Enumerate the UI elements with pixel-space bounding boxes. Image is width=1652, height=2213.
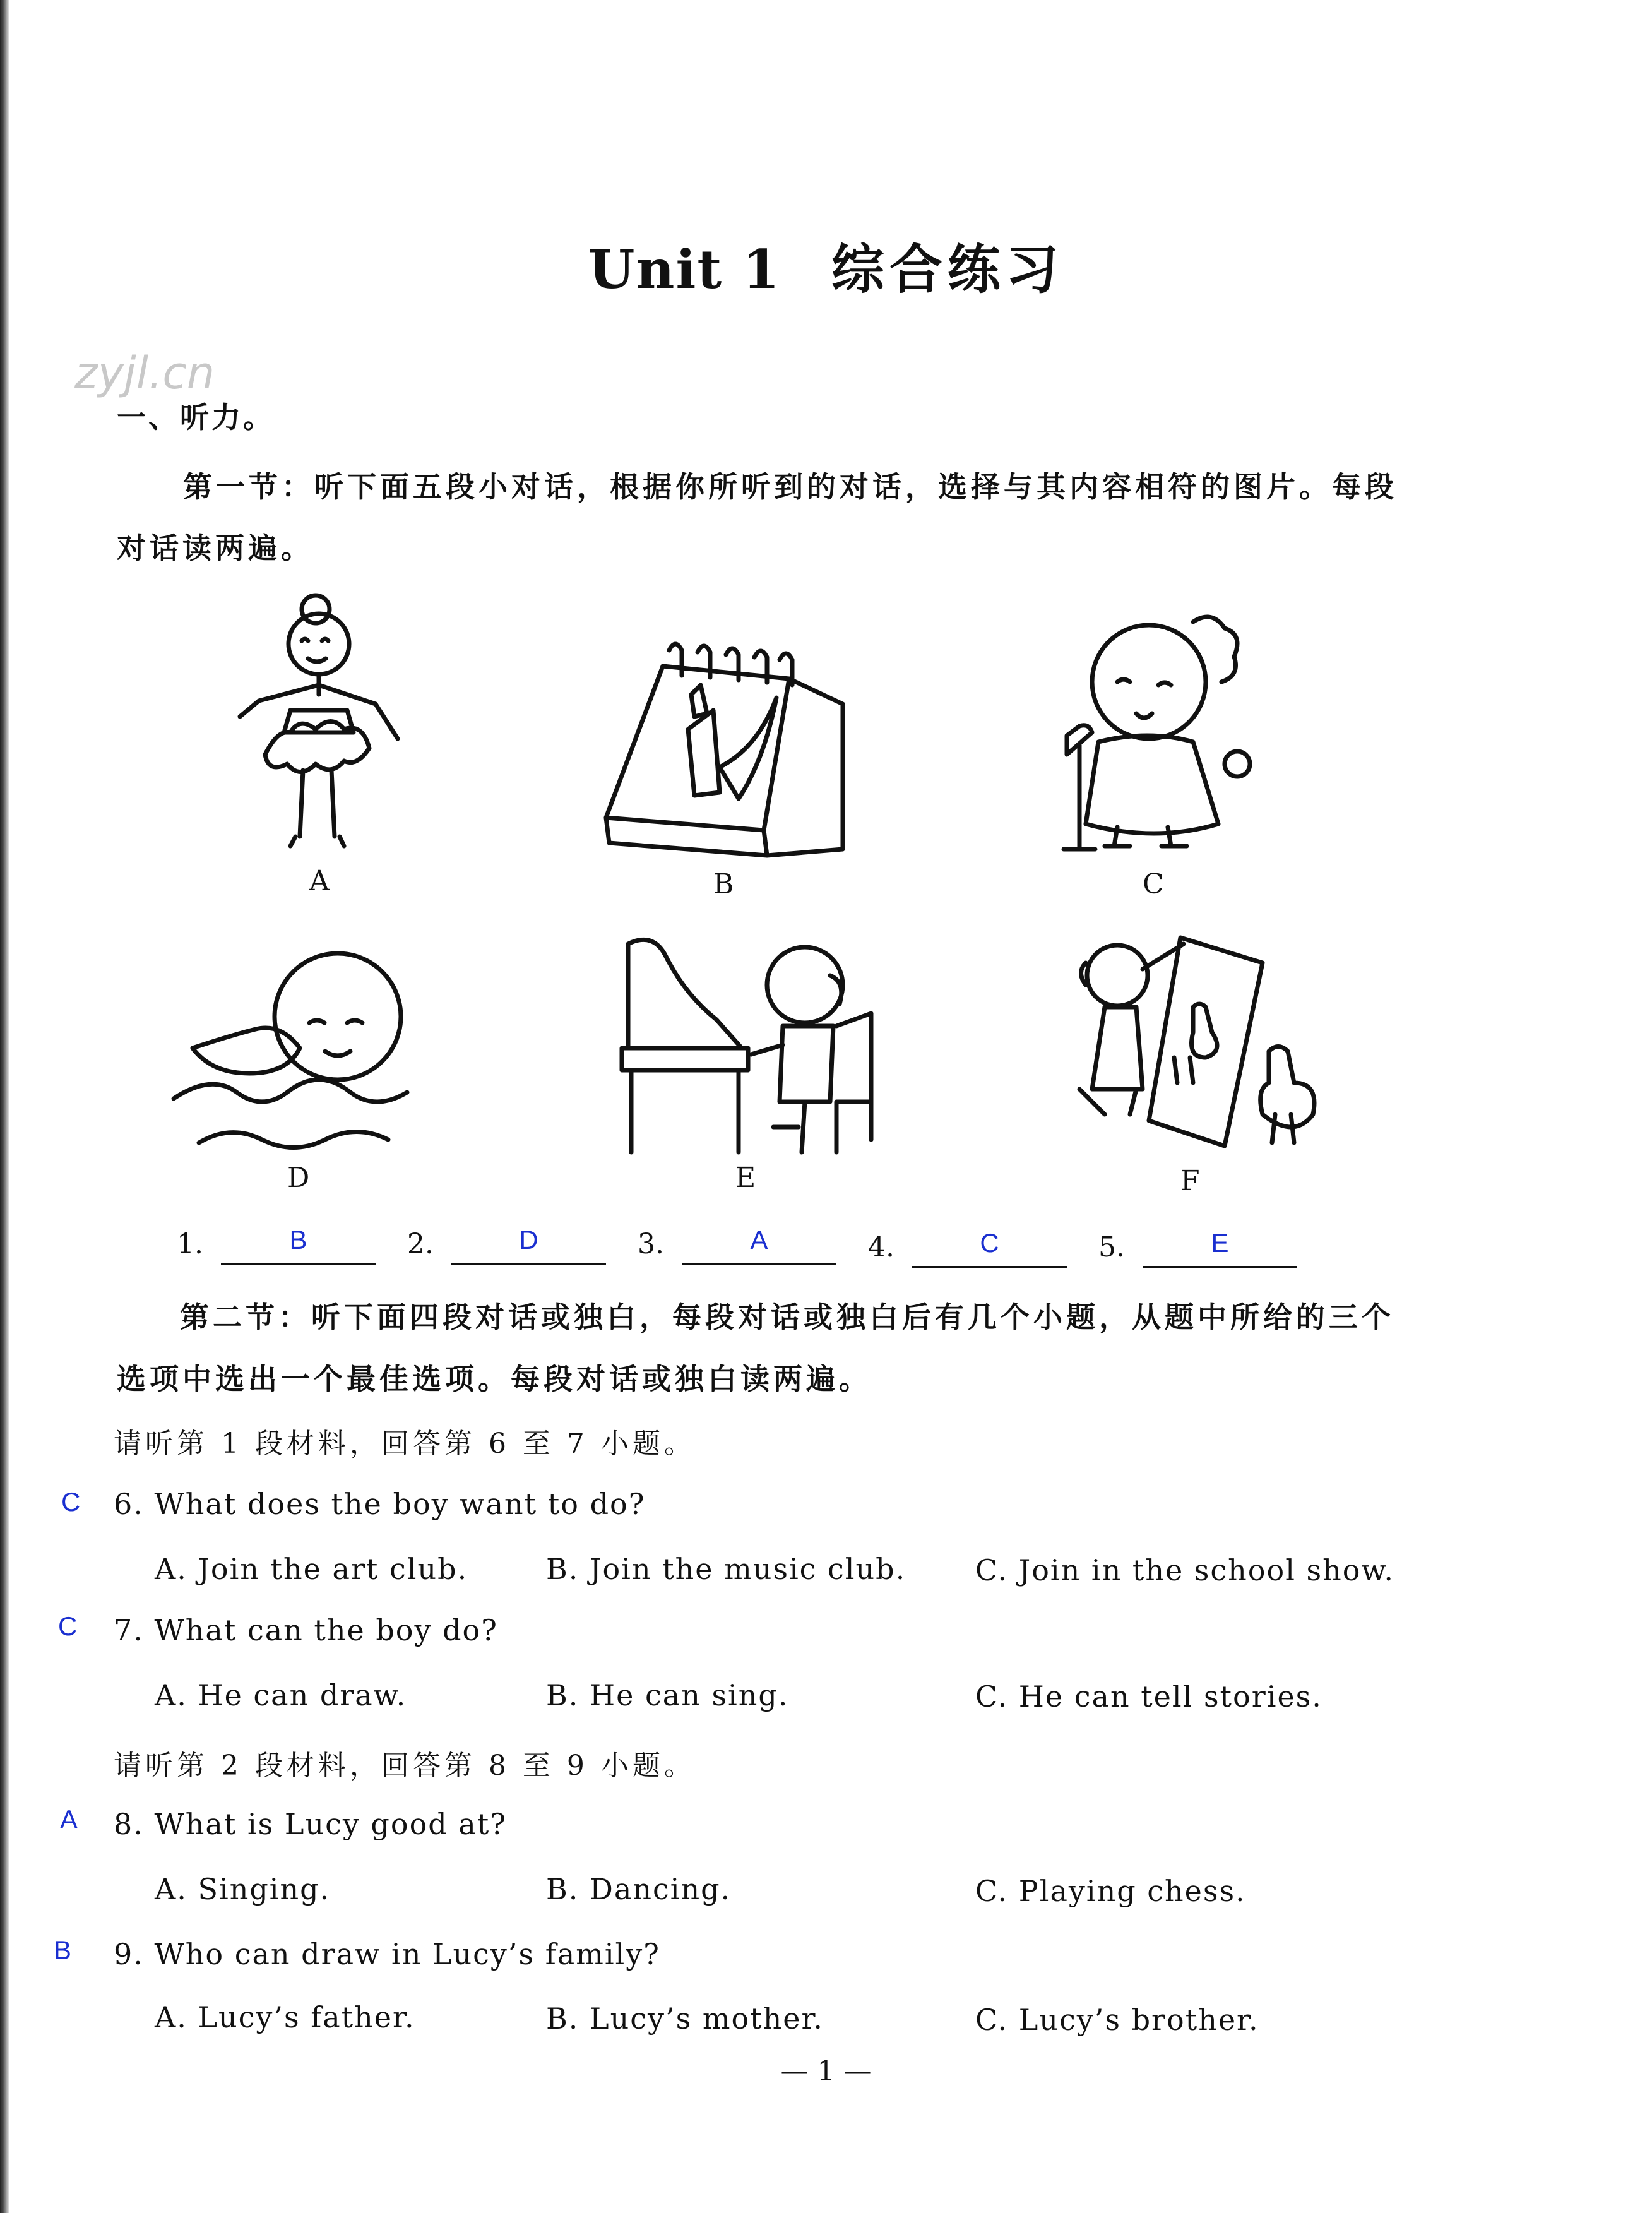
girl-singing-icon: [1042, 609, 1269, 858]
picture-letter-d: D: [287, 1162, 310, 1194]
blank-number-1: 1.: [177, 1228, 203, 1260]
picture-letter-e: E: [735, 1162, 756, 1194]
title-unit: Unit 1: [588, 238, 781, 301]
picture-letter-b: B: [713, 868, 734, 900]
page-title: [0, 227, 1652, 304]
picture-letter-f: F: [1180, 1165, 1200, 1197]
girl-painting-roosters-icon: [1067, 925, 1326, 1161]
q7-option-c[interactable]: C. He can tell stories.: [975, 1679, 1322, 1714]
answer-4: C: [980, 1228, 999, 1258]
watermark: zyjl.cn: [74, 347, 215, 399]
q8-option-b[interactable]: B. Dancing.: [546, 1872, 732, 1906]
handwritten-answer-7: C: [58, 1611, 78, 1641]
material-1-prompt: 请听第 1 段材料，回答第 6 至 7 小题。: [114, 1428, 696, 1460]
scan-edge: [0, 0, 9, 2213]
blank-number-2: 2.: [407, 1228, 434, 1260]
q9-option-a[interactable]: A. Lucy’s father.: [155, 2000, 415, 2034]
blank-number-5: 5.: [1098, 1231, 1125, 1263]
calendar-aug-1-icon: [593, 641, 859, 858]
answer-2: D: [519, 1225, 538, 1255]
ballet-dancer-icon: [227, 590, 417, 858]
answer-blank-4[interactable]: [912, 1228, 1067, 1268]
title-chinese: 综合练习: [831, 238, 1064, 301]
handwritten-answer-6: C: [61, 1487, 81, 1517]
question-7: 7. What can the boy do?: [114, 1613, 498, 1647]
blank-number-3: 3.: [638, 1228, 664, 1260]
q6-option-a[interactable]: A. Join the art club.: [155, 1552, 468, 1586]
q6-option-c[interactable]: C. Join in the school show.: [975, 1553, 1394, 1587]
answer-blank-3[interactable]: [682, 1225, 836, 1265]
handwritten-answer-8: A: [60, 1804, 78, 1834]
q7-option-a[interactable]: A. He can draw.: [155, 1678, 407, 1712]
answer-blank-1[interactable]: [221, 1225, 376, 1265]
q9-option-b[interactable]: B. Lucy’s mother.: [546, 2001, 824, 2036]
question-6: 6. What does the boy want to do?: [114, 1487, 646, 1521]
picture-letter-a: A: [309, 865, 330, 897]
question-9: 9. Who can draw in Lucy’s family?: [114, 1937, 660, 1971]
part2-instruction-line1: 第二节：听下面四段对话或独白，每段对话或独白后有几个小题，从题中所给的三个: [180, 1300, 1394, 1334]
material-2-prompt: 请听第 2 段材料，回答第 8 至 9 小题。: [114, 1750, 696, 1782]
part1-instruction-line2: 对话读两遍。: [117, 531, 314, 565]
part1-instruction-line1: 第一节：听下面五段小对话，根据你所听到的对话，选择与其内容相符的图片。每段: [183, 470, 1398, 504]
picture-letter-c: C: [1143, 868, 1164, 900]
section-heading: 一、听力。: [117, 400, 275, 434]
q9-option-c[interactable]: C. Lucy’s brother.: [975, 2003, 1259, 2037]
q6-option-b[interactable]: B. Join the music club.: [546, 1552, 906, 1586]
girl-playing-piano-icon: [622, 938, 887, 1167]
swimmer-icon: [174, 947, 439, 1164]
handwritten-answer-9: B: [54, 1935, 72, 1965]
part2-instruction-line2: 选项中选出一个最佳选项。每段对话或独白读两遍。: [117, 1362, 872, 1396]
blank-number-4: 4.: [868, 1231, 894, 1263]
answer-blank-5[interactable]: [1143, 1228, 1297, 1268]
answer-3: A: [750, 1225, 768, 1255]
page-number: — 1 —: [780, 2055, 872, 2087]
answer-blank-2[interactable]: [451, 1225, 606, 1265]
q8-option-c[interactable]: C. Playing chess.: [975, 1874, 1246, 1908]
q8-option-a[interactable]: A. Singing.: [155, 1872, 331, 1906]
question-8: 8. What is Lucy good at?: [114, 1807, 507, 1841]
q7-option-b[interactable]: B. He can sing.: [546, 1678, 789, 1712]
answer-1: B: [289, 1225, 307, 1255]
answer-5: E: [1211, 1228, 1229, 1258]
